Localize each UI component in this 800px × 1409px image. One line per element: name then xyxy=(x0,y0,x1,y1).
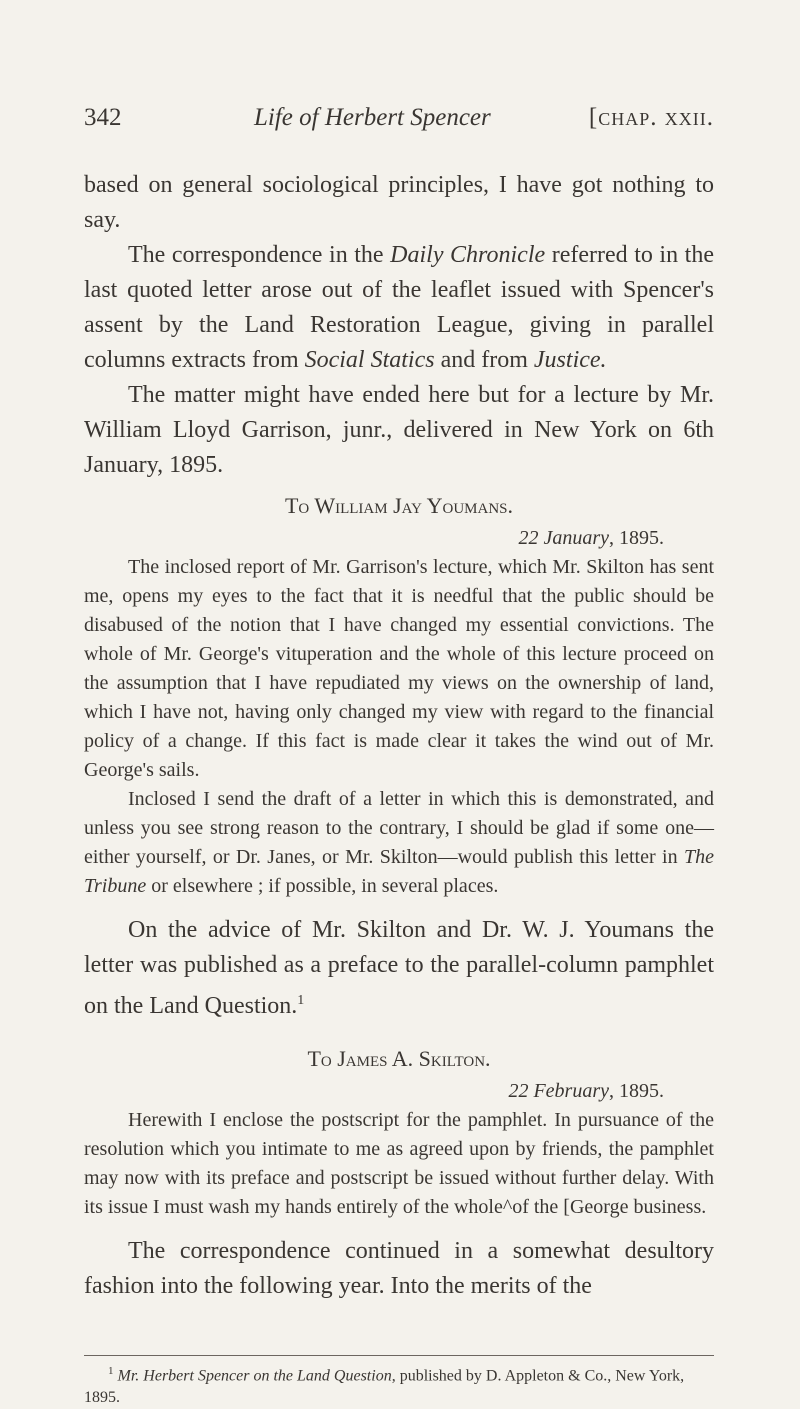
footnote-divider xyxy=(84,1355,714,1356)
running-title: Life of Herbert Spencer xyxy=(254,104,491,131)
footnote-reference: 1 xyxy=(297,993,305,1008)
text-run: On the advice of Mr. Skilton and Dr. W. J. Youmans the letter was published as a preface to the parallel-column pamphlet on the Land Question. xyxy=(84,917,714,1019)
title-tribune: The Tribune xyxy=(84,846,714,897)
title-social-statics: Social Statics xyxy=(304,347,435,373)
paragraph-closing: The correspondence continued in a somewhat desultory fashion into the following year. Into the merits of the xyxy=(84,1238,714,1299)
date-year: , 1895. xyxy=(609,1080,664,1102)
letter-paragraph: Herewith I enclose the postscript for the pamphlet. In pursuance of the resolution which you intimate to me as agreed upon by friends, the pamphlet may now with its preface and postscript be issued without further delay. With its issue I must wash my hands entirely of the whole^of the [George business. xyxy=(84,1109,714,1218)
date-day: 22 January xyxy=(518,527,609,549)
footnote-marker: 1 xyxy=(108,1365,114,1377)
page-number: 342 xyxy=(84,104,122,131)
title-justice: Justice. xyxy=(533,347,607,373)
chapter-label: [chap. xxii. xyxy=(588,104,714,131)
running-header xyxy=(84,104,714,144)
date-year: , 1895. xyxy=(609,527,664,549)
footnote-text: , published by D. Appleton & Co., New York, 1895. xyxy=(84,1367,685,1407)
footnote xyxy=(84,1360,714,1409)
letter-addressee: To William Jay Youmans. xyxy=(284,493,514,518)
title-daily-chronicle: Daily Chronicle xyxy=(390,242,546,268)
date-day: 22 February xyxy=(508,1080,609,1102)
text-run: referred to in the last quoted letter arose out of the leaflet issued with Spencer's assent by the Land Restoration League, giving in parallel columns extracts from xyxy=(84,242,714,373)
paragraph-continuation: based on general sociological principles, I have got nothing to say. xyxy=(84,172,714,233)
paragraph-correspondence xyxy=(84,238,714,378)
letter-paragraph xyxy=(84,785,714,901)
text-run: Inclosed I send the draft of a letter in which this is demonstrated, and unless you see strong reason to the contrary, I should be glad if some one—either yourself, or Dr. Janes, or Mr. Skilton—would publish this letter in xyxy=(84,788,714,868)
text-run: The correspondence in the xyxy=(128,242,391,268)
letter-addressee: To James A. Skilton. xyxy=(307,1046,491,1071)
footnote-title: Mr. Herbert Spencer on the Land Question xyxy=(117,1367,392,1385)
text-run: and from xyxy=(434,347,534,373)
letter-paragraph: The inclosed report of Mr. Garrison's lecture, which Mr. Skilton has sent me, opens my eyes to the fact that it is needful that the public should be disabused of the notion that I have changed my essential convictions. The whole of Mr. George's vituperation and the whole of this lecture proceed on the assumption that I have repudiated my views on the ownership of land, which I have not, having only changed my view with regard to the financial policy of a change. If this fact is made clear it takes the wind out of Mr. George's sails. xyxy=(84,556,714,781)
letter-date xyxy=(84,523,714,553)
letter-date xyxy=(84,1076,714,1106)
paragraph-lecture: The matter might have ended here but for a lecture by Mr. William Lloyd Garrison, junr., delivered in New York on 6th January, 1895. xyxy=(84,382,714,478)
text-run: or elsewhere ; if possible, in several places. xyxy=(146,875,499,897)
paragraph-advice xyxy=(84,913,714,1024)
main-text xyxy=(84,168,714,1304)
